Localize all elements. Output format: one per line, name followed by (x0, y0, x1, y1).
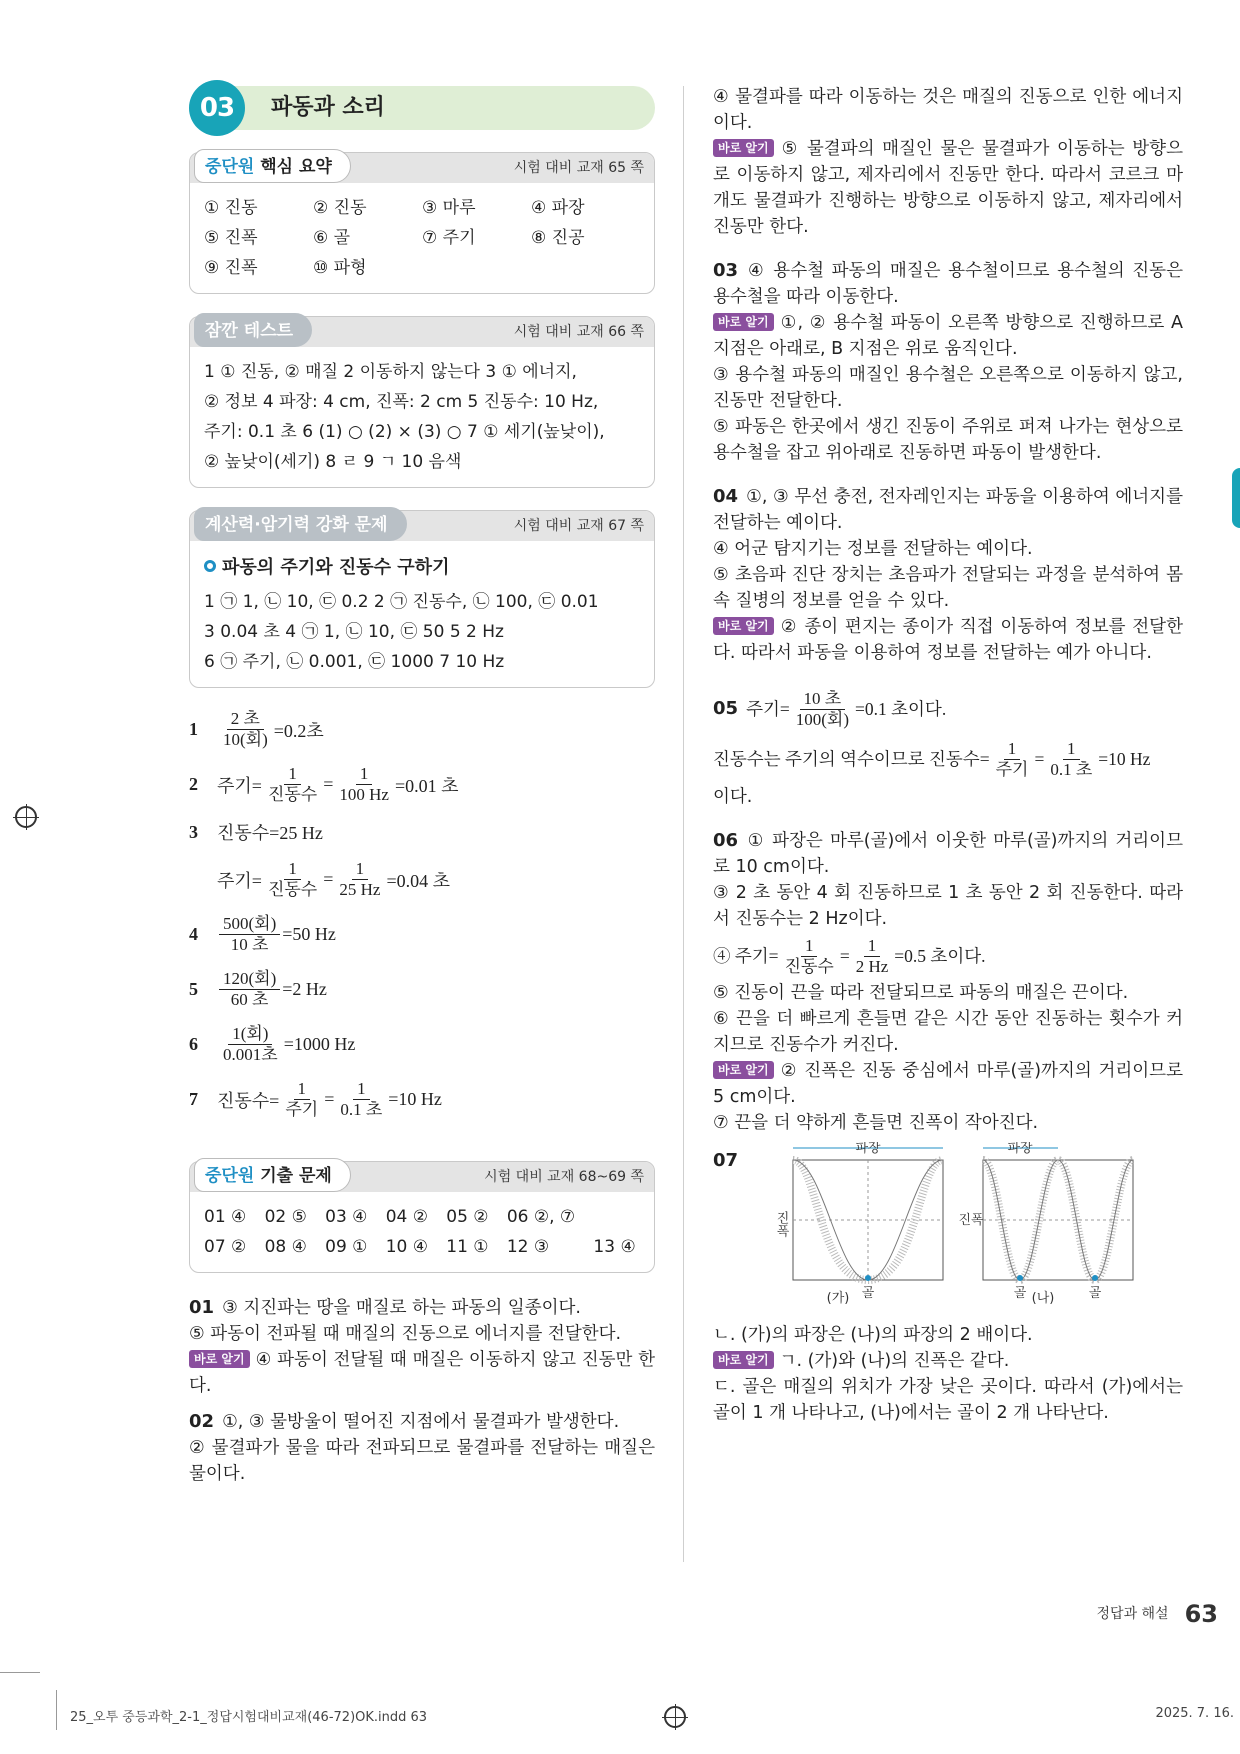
amplitude-label: 진폭 (773, 1211, 789, 1237)
drill-source: 시험 대비 교재 67 쪽 (513, 518, 644, 534)
past-source: 시험 대비 교재 68~69 쪽 (484, 1169, 644, 1185)
chapter-heading (189, 86, 655, 130)
trough-label: 골 (1013, 1286, 1027, 1301)
answer-line: 1 ① 진동, ② 매질 2 이동하지 않는다 3 ① 에너지, (204, 362, 577, 382)
quicktest-label: 잠깐 테스트 (194, 313, 312, 347)
explain-01: 01 ③ 지진파는 땅을 매질로 하는 파동의 일종이다. ⑤ 파동이 전파될 때 매질의 진동으로 에너지를 전달한다. 바로 알기 ④ 파동이 전달될 때 매질은 이동하지 않고 진동만 한다. (189, 1297, 655, 1396)
chapter-number: 03 (189, 80, 245, 136)
list-item: ③ 마루 (422, 198, 476, 218)
section-label: 정답과 해설 (1096, 1606, 1169, 1622)
bullet-icon (204, 560, 216, 572)
answer-line: 주기: 0.1 초 6 (1) ○ (2) × (3) ○ 7 ① 세기(높낮이), (204, 422, 605, 442)
answer-item: 11 ① (446, 1237, 489, 1257)
registration-mark-icon (664, 1706, 686, 1728)
list-item: ⑧ 진공 (531, 228, 585, 248)
past-box (189, 1161, 655, 1273)
answer-item: 10 ④ (385, 1237, 428, 1257)
answer-item: 07 ② (204, 1237, 247, 1257)
list-item: ⑥ 골 (313, 228, 351, 248)
list-item: ② 진동 (313, 198, 367, 218)
list-item: ① 진동 (204, 198, 258, 218)
list-item: ⑩ 파형 (313, 258, 367, 278)
fix-tag: 바로 알기 (189, 1350, 250, 1368)
explain-07-figure: 07 파장 진폭 골 (가) 파장 진폭 골 골 (나) (713, 1142, 1183, 1312)
drill-box (189, 510, 655, 688)
explain-05: 05 주기= $\frac{\text{10 초}}{\text{100(회)}}$ =0.1 초이다. 진동수는 주기의 역수이므로 진동수= $\frac{1}{\text{주기}}$ = $\frac{1}{\text{0.1 초}}$ =10 Hz 이다. (713, 688, 1151, 807)
formula-row: 4 $\frac{\text{500(회)}}{\text{10 초}}$ =50 Hz (189, 914, 336, 954)
trough-marker (1092, 1275, 1098, 1281)
fix-tag: 바로 알기 (713, 1351, 774, 1369)
summary-source: 시험 대비 교재 65 쪽 (513, 160, 644, 176)
drill-subtopic: 파동의 주기와 진동수 구하기 (204, 553, 640, 583)
summary-label: 중단원 핵심 요약 (194, 149, 351, 183)
amplitude-label: 진폭 (958, 1213, 984, 1228)
explain-02-cont: ④ 물결파를 따라 이동하는 것은 매질의 진동으로 인한 에너지이다. 바로 알기 ⑤ 물결파의 매질인 물은 물결파가 이동하는 방향으로 이동하지 않고, 제자리에서 진동만 한다. 따라서 코르크 마개도 물결파가 진행하는 방향으로 이동하지 않고, 제자리에서 진동만 한다. (713, 87, 1183, 237)
formula-row: 7 진동수= $\frac{1}{\text{주기}}$ = $\frac{1}{\text{0.1 초}}$ =10 Hz (189, 1079, 442, 1119)
trough-label: 골 (1088, 1286, 1102, 1301)
formula-row: 2 주기= $\frac{1}{\text{진동수}}$ = $\frac{1}{100 Hz}$ =0.01 초 (189, 764, 459, 804)
summary-box (189, 152, 655, 294)
right-column (713, 84, 1183, 1426)
formula-row: 주기= $\frac{1}{\text{진동수}}$ = $\frac{1}{25 Hz}$ =0.04 초 (217, 859, 450, 899)
answer-item: 12 ③ (506, 1237, 550, 1257)
figure-label-ga: (가) (826, 1291, 850, 1306)
quicktest-source: 시험 대비 교재 66 쪽 (513, 324, 644, 340)
column-divider (683, 86, 684, 1562)
fix-tag: 바로 알기 (713, 1061, 774, 1079)
list-item: ⑨ 진폭 (204, 258, 258, 278)
answer-line: ② 정보 4 파장: 4 cm, 진폭: 2 cm 5 진동수: 10 Hz, (204, 392, 599, 412)
explain-02: 02 ①, ③ 물방울이 떨어진 지점에서 물결파가 발생한다. ② 물결파가 물을 따라 전파되므로 물결파를 전달하는 매질은 물이다. (189, 1411, 655, 1484)
formula-list (189, 702, 655, 1127)
past-label: 중단원 기출 문제 (194, 1158, 351, 1192)
trough-marker (865, 1275, 871, 1281)
trough-label: 골 (861, 1286, 875, 1301)
crop-mark (0, 1672, 40, 1673)
left-column (189, 86, 655, 1487)
explain-03: 03 ④ 용수철 파동의 매질은 용수철이므로 용수철의 진동은 용수철을 따라 이동한다. 바로 알기 ①, ② 용수철 파동이 오른쪽 방향으로 진행하므로 A 지점은 아래로, B 지점은 위로 움직인다. ③ 용수철 파동의 매질인 용수철은 오른쪽으로 이동하지 않고, 진동만 전달한다. ⑤ 파동은 한곳에서 생긴 진동이 주위로 퍼져 나가는 현상으로 용수철을 잡고 위아래로 진동하면 파동이 발생한다. (713, 260, 1183, 463)
fix-tag: 바로 알기 (713, 617, 774, 635)
answer-item: 05 ② (446, 1207, 489, 1227)
summary-items (190, 183, 654, 293)
list-item: ⑦ 주기 (422, 228, 476, 248)
formula-row: 3 진동수=25 Hz (189, 821, 323, 843)
page-number: 63 (1184, 1600, 1218, 1628)
explain-06: 06 ① 파장은 마루(골)에서 이웃한 마루(골)까지의 거리이므로 10 cm이다. ③ 2 초 동안 4 회 진동하므로 1 초 동안 2 회 진동한다. 따라서 진동수는 2 Hz이다. ④ 주기= $\frac{1}{\text{진동수}}$ = $\frac{1}{2 Hz}$ =0.5 초이다. ⑤ 진동이 끈을 따라 전달되므로 파동의 매질은 끈이다. ⑥ 끈을 더 빠르게 흔들면 같은 시간 동안 진동하는 횟수가 커지므로 진동수가 커진다. 바로 알기 ② 진폭은 진동 중심에서 마루(골)까지의 거리이므로 5 cm이다. ⑦ 끈을 더 약하게 흔들면 진폭이 작아진다. (713, 830, 1183, 1133)
figure-label-na: (나) (1031, 1291, 1055, 1306)
past-answers (190, 1192, 654, 1272)
explain-07: ㄴ. (가)의 파장은 (나)의 파장의 2 배이다. 바로 알기 ㄱ. (가)와 (나)의 진폭은 같다. ㄷ. 골은 매질의 위치가 가장 낮은 곳이다. 따라서 (가)에서는 골이 1 개 나타나고, (나)에서는 골이 2 개 나타난다. (713, 1325, 1183, 1423)
list-item: ④ 파장 (531, 198, 585, 218)
page-footer (1097, 1600, 1218, 1628)
chapter-title: 파동과 소리 (271, 95, 385, 120)
answer-item (593, 1202, 640, 1232)
wavelength-label: 파장 (1007, 1142, 1033, 1156)
answer-line: 1 ㉠ 1, ㉡ 10, ㉢ 0.2 2 ㉠ 진동수, ㉡ 100, ㉢ 0.01 (204, 592, 599, 612)
answer-item: 06 ②, ⑦ (506, 1207, 576, 1227)
answer-item: 04 ② (385, 1207, 428, 1227)
answer-line: 3 0.04 초 4 ㉠ 1, ㉡ 10, ㉢ 50 5 2 Hz (204, 622, 504, 642)
list-item: ⑤ 진폭 (204, 228, 258, 248)
registration-mark-icon (15, 806, 37, 828)
fix-tag: 바로 알기 (713, 313, 774, 331)
formula-row: 1 $\frac{\text{2 초}}{\text{10(회)}}$ =0.2초 (189, 709, 324, 749)
wave-diagram (773, 1142, 1173, 1312)
print-filename: 25_오투 중등과학_2-1_정답시험대비교재(46-72)OK.indd 63 (70, 1710, 428, 1725)
fix-tag: 바로 알기 (713, 139, 774, 157)
answer-item: 09 ① (325, 1237, 368, 1257)
drill-label: 계산력·암기력 강화 문제 (194, 507, 407, 541)
answer-item: 01 ④ (204, 1207, 247, 1227)
formula-row: 6 $\frac{\text{1(회)}}{\text{0.001초}}$ =1000 Hz (189, 1024, 356, 1064)
formula-row: 5 $\frac{\text{120(회)}}{\text{60 초}}$ =2 Hz (189, 969, 327, 1009)
wavelength-label: 파장 (855, 1142, 881, 1156)
answer-line: 6 ㉠ 주기, ㉡ 0.001, ㉢ 1000 7 10 Hz (204, 652, 505, 672)
print-date: 2025. 7. 16. (1155, 1706, 1234, 1721)
side-tab (1232, 468, 1240, 528)
quicktest-box (189, 316, 655, 488)
answer-item: 03 ④ (325, 1207, 368, 1227)
answer-item: 02 ⑤ (264, 1207, 307, 1227)
trough-marker (1017, 1275, 1023, 1281)
answer-item: 13 ④ (593, 1237, 636, 1257)
answer-item: 08 ④ (264, 1237, 307, 1257)
answer-line: ② 높낮이(세기) 8 ㄹ 9 ㄱ 10 음색 (204, 452, 462, 472)
crop-mark (56, 1690, 57, 1730)
explain-04: 04 ①, ③ 무선 충전, 전자레인지는 파동을 이용하여 에너지를 전달하는 예이다. ④ 어군 탐지기는 정보를 전달하는 예이다. ⑤ 초음파 진단 장치는 초음파가 전달되는 과정을 분석하여 몸 속 질병의 정보를 얻을 수 있다. 바로 알기 ② 종이 편지는 종이가 직접 이동하여 정보를 전달한다. 따라서 파동을 이용하여 정보를 전달하는 예가 아니다. (713, 486, 1183, 663)
